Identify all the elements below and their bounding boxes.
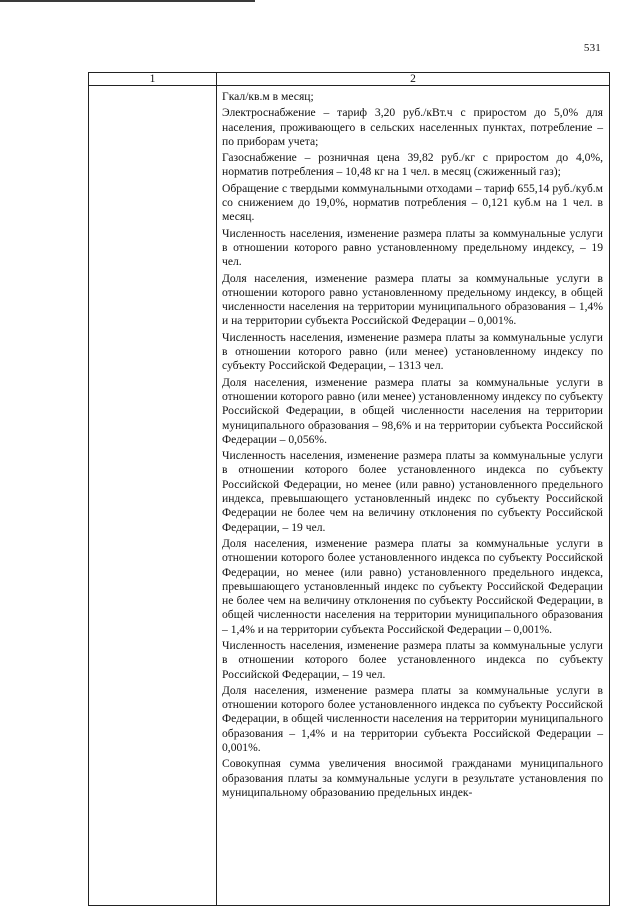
- paragraph: Численность населения, изменение размера платы за коммунальные услуги в отношении которого более установленного индекса по субъекту Российской Федерации, – 19 чел.: [222, 638, 603, 681]
- paragraph: Численность населения, изменение размера платы за коммунальные услуги в отношении которого более установленного индекса по субъекту Российской Федерации, но менее (или равно) установленного предельного индекса, превышающего установленный индекс по субъекту Российской Федерации не более чем на величину отклонения по субъекту Российской Федерации, – 19 чел.: [222, 449, 603, 534]
- paragraph: Численность населения, изменение размера платы за коммунальные услуги в отношении которого равно (или менее) установленному индексу по субъекту Российской Федерации, – 1313 чел.: [222, 330, 603, 373]
- paragraph: Электроснабжение – тариф 3,20 руб./кВт.ч с приростом до 5,0% для населения, проживающего в сельских населенных пунктах, потребление – по приборам учета;: [222, 106, 603, 148]
- column-1-cell: [89, 86, 217, 906]
- paragraph: Численность населения, изменение размера платы за коммунальные услуги в отношении которого равно установленному предельному индексу, – 19 чел.: [222, 226, 603, 269]
- paragraph: Доля населения, изменение размера платы за коммунальные услуги в отношении которого более установленного индекса по субъекту Российской Федерации, но менее (или равно) установленного предельного индекса, превышающего установленный индекс по субъекту Российской Федерации не более чем на величину отклонения по субъекту Российской Федерации, в общей численности населения на территории муниципального образования – 1,4% и на территории субъекта Российской Федерации – 0,001%.: [222, 536, 603, 636]
- page-number: 531: [583, 42, 601, 54]
- paragraph: Обращение с твердыми коммунальными отходами – тариф 655,14 руб./куб.м со снижением до 19,0%, норматив потребления – 0,121 куб.м на 1 чел. в месяц.: [222, 181, 603, 224]
- paragraph: Доля населения, изменение размера платы за коммунальные услуги в отношении которого равно установленному предельному индексу, в общей численности населения на территории муниципального образования – 1,4% и на территории субъекта Российской Федерации – 0,001%.: [222, 271, 603, 328]
- paragraph: Доля населения, изменение размера платы за коммунальные услуги в отношении которого равно (или менее) установленному индексу по субъекту Российской Федерации, в общей численности населения на территории муниципального образования – 98,6% и на территории субъекта Российской Федерации – 0,056%.: [222, 375, 603, 446]
- paragraph: Совокупная сумма увеличения вносимой гражданами муниципального образования платы за коммунальные услуги в результате установления по муниципальному образованию предельных индек-: [222, 757, 603, 799]
- table-header-row: [89, 73, 610, 86]
- paragraph: Гкал/кв.м в месяц;: [222, 90, 314, 103]
- column-header-1: 1: [89, 73, 217, 86]
- paragraph: Газоснабжение – розничная цена 39,82 руб./кг с приростом до 4,0%, норматив потребления – 10,48 кг на 1 чел. в месяц (сжиженный газ);: [222, 151, 603, 179]
- paragraph: Доля населения, изменение размера платы за коммунальные услуги в отношении которого более установленного индекса по субъекту Российской Федерации, в общей численности населения на территории муниципального образования – 1,4% и на территории субъекта Российской Федерации – 0,001%.: [222, 683, 603, 755]
- top-edge-mark: [0, 0, 255, 2]
- document-table: [88, 72, 610, 906]
- column-2-cell: [217, 86, 610, 906]
- table-body-row: [89, 86, 610, 906]
- column-header-2: 2: [217, 73, 610, 86]
